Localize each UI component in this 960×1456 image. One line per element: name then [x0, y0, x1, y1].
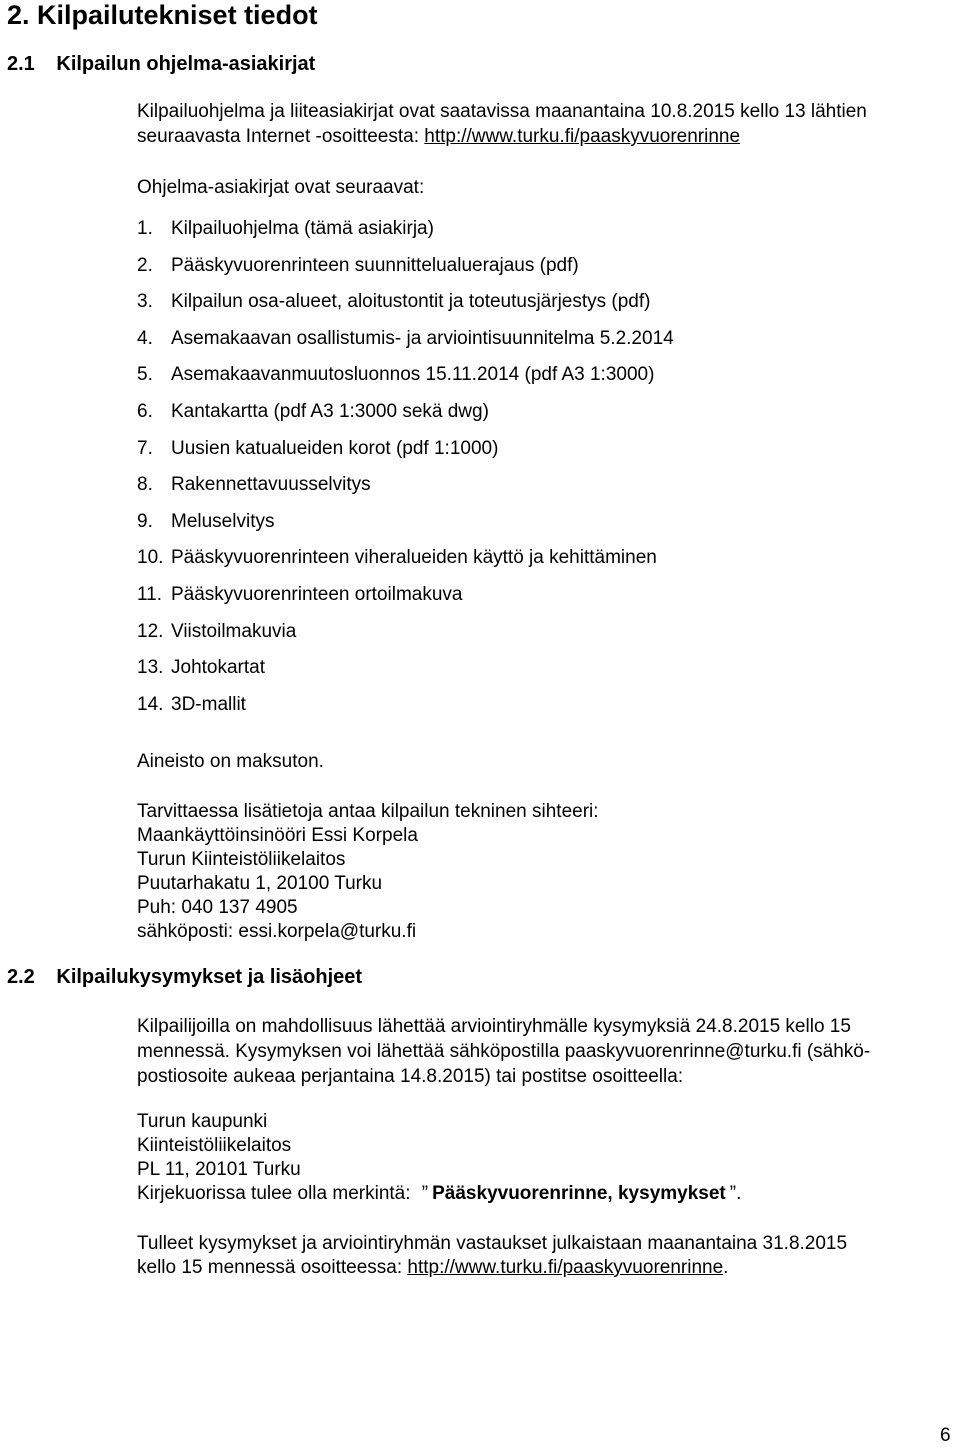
section-number: 2.2: [7, 966, 35, 988]
list-item-number: 6.: [137, 401, 153, 422]
list-item: [137, 620, 296, 644]
list-item: [137, 217, 434, 241]
list-item-number: 3.: [137, 291, 153, 312]
envelope-marking: Kirjekuorissa tulee olla merkintä: ” Pääskyvuorenrinne, kysymykset ”.: [137, 1183, 742, 1204]
answers-line-2-text: kello 15 mennessä osoitteessa:: [137, 1257, 408, 1278]
list-item: [137, 327, 674, 351]
list-item-text: Kantakartta (pdf A3 1:3000 sekä dwg): [171, 401, 489, 422]
envelope-marking-value: Pääskyvuorenrinne, kysymykset: [432, 1183, 726, 1204]
contact-line: Maankäyttöinsinööri Essi Korpela: [137, 825, 418, 846]
intro-line-2: [137, 125, 740, 149]
list-item-number: 5.: [137, 364, 153, 385]
list-item-text: Pääskyvuorenrinteen suunnittelualuerajaus (pdf): [171, 255, 579, 276]
list-item: [137, 583, 463, 607]
answers-line-2: kello 15 mennessä osoitteessa: http://www.turku.fi/paaskyvuorenrinne.: [137, 1257, 729, 1278]
list-item: [137, 290, 650, 314]
list-item-text: Kilpailun osa-alueet, aloitustontit ja toteutusjärjestys (pdf): [171, 291, 651, 312]
questions-paragraph-line: Kilpailijoilla on mahdollisuus lähettää arviointiryhmälle kysymyksiä 24.8.2015 kello 15: [137, 1016, 851, 1037]
questions-paragraph-line: postiosoite aukeaa perjantaina 14.8.2015) tai postitse osoitteella:: [137, 1066, 684, 1087]
contact-line: Puh: 040 137 4905: [137, 897, 298, 918]
list-item: [137, 254, 579, 278]
list-item-text: 3D-mallit: [171, 694, 246, 715]
answers-link[interactable]: http://www.turku.fi/paaskyvuorenrinne: [407, 1257, 724, 1278]
list-item-number: 9.: [137, 511, 153, 532]
list-item-text: Johtokartat: [171, 657, 265, 678]
list-intro: Ohjelma-asiakirjat ovat seuraavat:: [137, 177, 425, 198]
list-item-number: 10.: [137, 547, 164, 568]
list-item: [137, 656, 265, 680]
list-item-number: 14.: [137, 694, 164, 715]
list-item-text: Asemakaavan osallistumis- ja arviointisuunnitelma 5.2.2014: [171, 328, 674, 349]
program-documents-link[interactable]: http://www.turku.fi/paaskyvuorenrinne: [424, 126, 741, 147]
list-item-text: Uusien katualueiden korot (pdf 1:1000): [171, 438, 499, 459]
section-title: Kilpailukysymykset ja lisäohjeet: [56, 966, 363, 988]
list-item: [137, 510, 274, 534]
address-line: PL 11, 20101 Turku: [137, 1159, 301, 1180]
list-item: [137, 437, 498, 461]
list-item-text: Pääskyvuorenrinteen ortoilmakuva: [171, 584, 463, 605]
list-item-number: 11.: [137, 584, 163, 605]
address-line: Kiinteistöliikelaitos: [137, 1135, 292, 1156]
list-item-text: Kilpailuohjelma (tämä asiakirja): [171, 218, 434, 239]
page-title: 2. Kilpailutekniset tiedot: [7, 0, 318, 30]
list-item-text: Viistoilmakuvia: [171, 621, 297, 642]
contact-line: Puutarhakatu 1, 20100 Turku: [137, 873, 383, 894]
intro-line-1: Kilpailuohjelma ja liiteasiakirjat ovat saatavissa maanantaina 10.8.2015 kello 13 lähtien: [137, 101, 867, 122]
section-2-1-heading: [7, 53, 315, 76]
intro-line-2-text: seuraavasta Internet -osoitteesta:: [137, 126, 425, 147]
free-note: Aineisto on maksuton.: [137, 751, 324, 772]
section-2-2-heading: [7, 966, 362, 989]
page-number: 6: [940, 1425, 951, 1446]
list-item-number: 2.: [137, 255, 153, 276]
list-item-text: Meluselvitys: [171, 511, 275, 532]
list-item: [137, 693, 246, 717]
envelope-marking-text: Kirjekuorissa tulee olla merkintä:: [137, 1183, 416, 1204]
list-item: [137, 400, 489, 424]
list-item-text: Rakennettavuusselvitys: [171, 474, 371, 495]
list-item: [137, 363, 654, 387]
section-title: Kilpailun ohjelma-asiakirjat: [56, 53, 316, 75]
answers-line-1: Tulleet kysymykset ja arviointiryhmän vastaukset julkaistaan maanantaina 31.8.2015: [137, 1233, 848, 1254]
contact-line: Tarvittaessa lisätietoja antaa kilpailun tekninen sihteeri:: [137, 801, 599, 822]
list-item-number: 1.: [137, 218, 153, 239]
contact-line: Turun Kiinteistöliikelaitos: [137, 849, 346, 870]
contact-line: sähköposti: essi.korpela@turku.fi: [137, 921, 417, 942]
list-item-number: 8.: [137, 474, 153, 495]
list-item: [137, 473, 371, 497]
list-item: [137, 546, 657, 570]
list-item-number: 12.: [137, 621, 164, 642]
list-item-number: 4.: [137, 328, 153, 349]
address-line: Turun kaupunki: [137, 1111, 268, 1132]
questions-paragraph-line: mennessä. Kysymyksen voi lähettää sähköpostilla paaskyvuorenrinne@turku.fi (sähkö-: [137, 1041, 871, 1062]
section-number: 2.1: [7, 53, 35, 75]
list-item-text: Pääskyvuorenrinteen viheralueiden käyttö ja kehittäminen: [171, 547, 657, 568]
list-item-number: 13.: [137, 657, 164, 678]
list-item-text: Asemakaavanmuutosluonnos 15.11.2014 (pdf A3 1:3000): [171, 364, 655, 385]
list-item-number: 7.: [137, 438, 153, 459]
